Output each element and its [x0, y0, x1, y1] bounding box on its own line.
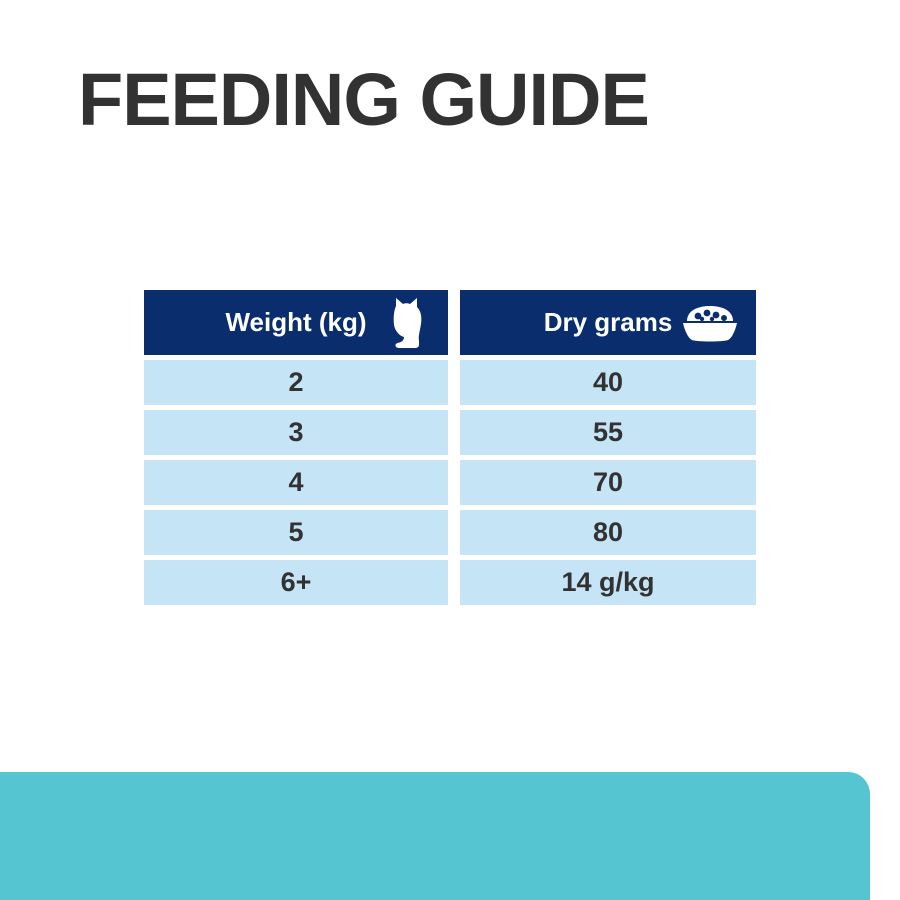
table-row: [144, 560, 756, 605]
table-header-dry-grams: [460, 290, 756, 355]
table-row: [144, 510, 756, 555]
food-bowl-icon: [680, 303, 740, 343]
bottom-teal-panel: [0, 772, 870, 900]
page-title: FEEDING GUIDE: [78, 58, 649, 141]
table-header-row: [144, 290, 756, 355]
weight-header-unit: (kg): [318, 307, 367, 337]
dry-grams-header-label: Dry grams: [543, 307, 673, 337]
table-row: [144, 410, 756, 455]
table-row: [144, 460, 756, 505]
weight-header-label: Weight: [225, 307, 312, 337]
cell-weight: 4: [144, 460, 448, 505]
cell-dry-grams: 14 g/kg: [460, 560, 756, 605]
cell-weight: 3: [144, 410, 448, 455]
cell-weight: 2: [144, 360, 448, 405]
cell-weight: 6+: [144, 560, 448, 605]
cell-dry-grams: 40: [460, 360, 756, 405]
table-row: [144, 360, 756, 405]
cell-dry-grams: 55: [460, 410, 756, 455]
cat-icon: [386, 298, 428, 348]
cell-dry-grams: 70: [460, 460, 756, 505]
table-header-weight: [144, 290, 448, 355]
cell-dry-grams: 80: [460, 510, 756, 555]
feeding-guide-table: [144, 290, 756, 605]
cell-weight: 5: [144, 510, 448, 555]
